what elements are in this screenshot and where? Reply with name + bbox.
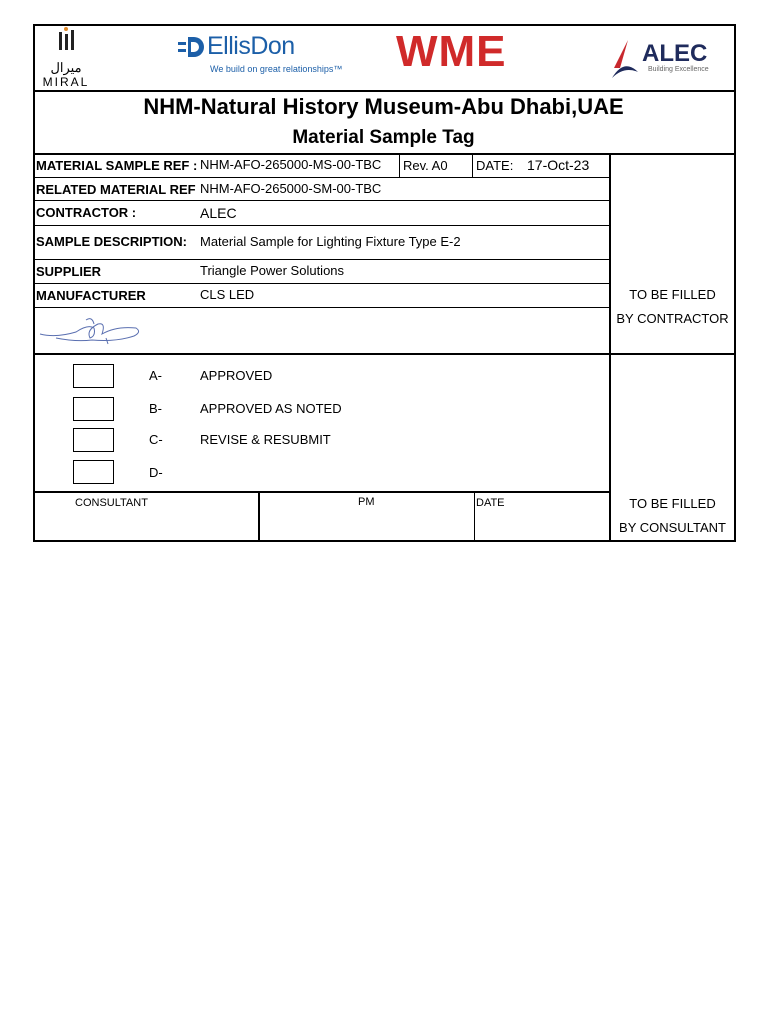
alec-mark-icon	[610, 38, 638, 80]
sample-description-label: SAMPLE DESCRIPTION:	[36, 234, 187, 249]
approval-option-c-text: REVISE & RESUBMIT	[200, 432, 331, 447]
ellisdon-tagline: We build on great relationships™	[210, 64, 343, 74]
date-value: 17-Oct-23	[527, 157, 590, 173]
material-ref-value: NHM-AFO-265000-MS-00-TBC	[200, 157, 382, 172]
miral-logo	[40, 26, 92, 88]
rev-value: Rev. A0	[403, 158, 448, 173]
approval-option-b-letter: B-	[149, 401, 162, 416]
manufacturer-label: MANUFACTURER	[36, 288, 146, 303]
contractor-note-line2: BY CONTRACTOR	[616, 311, 729, 326]
contractor-signature-icon	[36, 312, 146, 348]
ellisdon-mark-icon	[178, 36, 206, 58]
approval-option-a-text: APPROVED	[200, 368, 273, 383]
miral-latin: MIRAL	[42, 75, 90, 89]
contractor-note-line1: TO BE FILLED	[629, 287, 716, 302]
ellisdon-name: EllisDon	[207, 32, 295, 60]
miral-arabic: ميرال	[50, 60, 82, 75]
approval-checkbox-b[interactable]	[73, 397, 114, 421]
page-title: NHM-Natural History Museum-Abu Dhabi,UAE	[143, 94, 624, 119]
alec-name: ALEC	[642, 40, 708, 67]
approval-checkbox-c[interactable]	[73, 428, 114, 452]
date-label: DATE:	[476, 158, 514, 173]
wme-logo: WME	[396, 27, 507, 76]
supplier-label: SUPPLIER	[36, 264, 102, 279]
supplier-value: Triangle Power Solutions	[200, 263, 345, 278]
page-subtitle: Material Sample Tag	[292, 127, 475, 148]
approval-option-a-letter: A-	[149, 368, 162, 383]
consultant-label: CONSULTANT	[75, 497, 148, 509]
alec-logo	[610, 36, 720, 82]
consultant-note-line2: BY CONSULTANT	[619, 520, 726, 535]
manufacturer-value: CLS LED	[200, 287, 255, 302]
pm-label: PM	[358, 496, 375, 508]
related-ref-label: RELATED MATERIAL REF	[36, 182, 196, 197]
approval-checkbox-a[interactable]	[73, 364, 114, 388]
consultant-note-line1: TO BE FILLED	[629, 496, 716, 511]
approval-checkbox-d[interactable]	[73, 460, 114, 484]
sample-description-value: Material Sample for Lighting Fixture Type E-2	[200, 234, 461, 249]
contractor-value: ALEC	[200, 205, 237, 221]
approval-option-d-letter: D-	[149, 465, 163, 480]
footer-date-label: DATE	[476, 497, 505, 509]
ellisdon-logo	[178, 32, 343, 80]
contractor-label: CONTRACTOR :	[36, 205, 137, 220]
related-ref-value: NHM-AFO-265000-SM-00-TBC	[200, 181, 382, 196]
alec-tagline: Building Excellence	[648, 66, 709, 73]
material-ref-label: MATERIAL SAMPLE REF :	[36, 158, 198, 173]
approval-option-c-letter: C-	[149, 432, 163, 447]
approval-option-b-text: APPROVED AS NOTED	[200, 401, 342, 416]
miral-mark-icon	[40, 26, 92, 56]
